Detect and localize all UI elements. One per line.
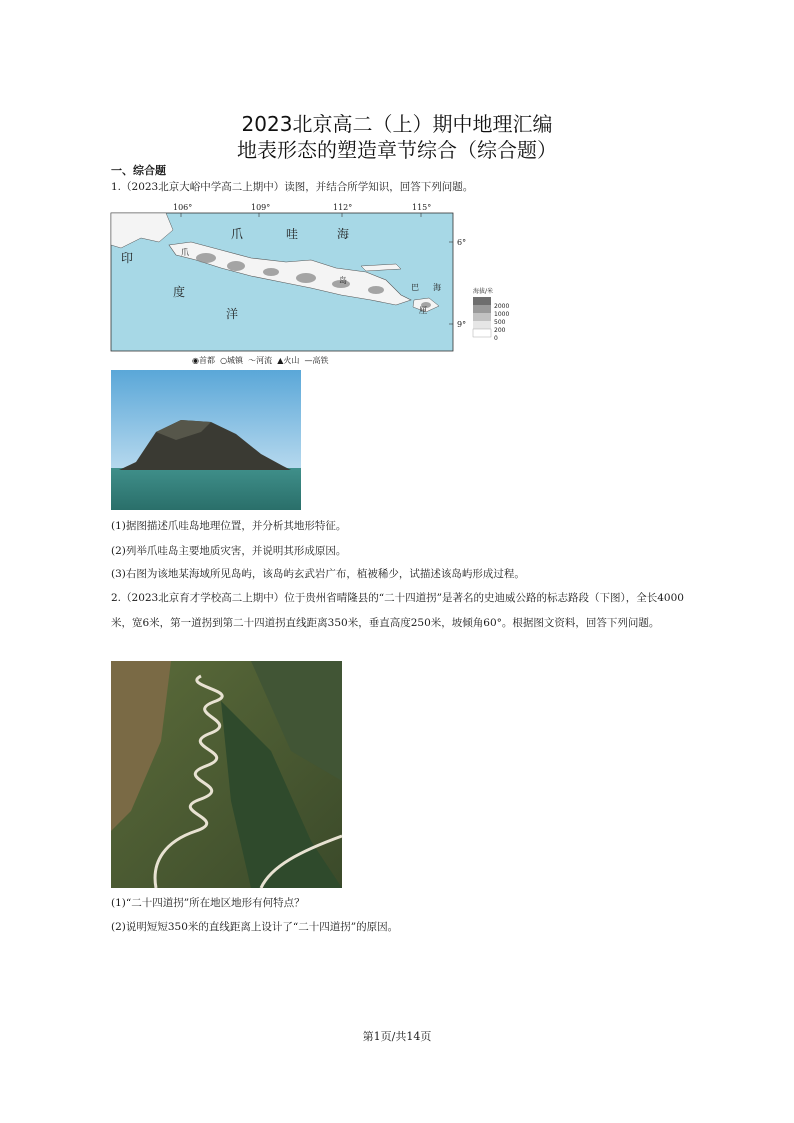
- elevation-tick: 200: [494, 327, 506, 334]
- place-label: 岛: [339, 276, 347, 285]
- ocean-label: 印: [121, 251, 134, 265]
- sea-label: 海: [337, 227, 350, 241]
- legend-railway: —高铁: [304, 356, 329, 365]
- elevation-tick: 0: [494, 335, 498, 342]
- elevation-tick: 1000: [494, 311, 510, 318]
- java-map: [111, 200, 510, 355]
- map-legend: [192, 355, 329, 366]
- place-label: 厘: [419, 306, 427, 315]
- document-subtitle: 地表形态的塑造章节综合（综合题）: [237, 138, 557, 162]
- place-label: 海: [433, 283, 441, 292]
- place-label: 巴: [411, 283, 419, 292]
- elevation-legend-title: 海拔/米: [473, 288, 494, 295]
- sea-label: 哇: [286, 227, 299, 241]
- question-1-part-2: (2)列举爪哇岛主要地质灾害，并说明其形成原因。: [111, 545, 347, 557]
- question-1-part-3: (3)右图为该地某海域所见岛屿，该岛屿玄武岩广布，植被稀少，试描述该岛屿形成过程。: [111, 568, 525, 580]
- legend-volcano: ▲火山: [277, 356, 300, 365]
- legend-town: ○城镇: [220, 356, 244, 365]
- question-2-intro: 2.（2023北京育才学校高二上期中）位于贵州省晴隆县的“二十四道拐”是著名的史迪威公路的标志路段（下图），全长4000米，宽6米，第一道拐到第二十四道拐直线距离350米，垂直高度250米，坡倾角60°。根据图文资料，回答下列问题。: [111, 592, 684, 629]
- ocean-label: 度: [173, 285, 186, 299]
- lon-label: 109°: [251, 203, 271, 212]
- place-label: 爪: [181, 248, 189, 257]
- lat-label: 6°: [457, 238, 467, 247]
- lat-label: 9°: [457, 320, 467, 329]
- island-photo: [111, 370, 301, 510]
- page-footer: 第1页/共14页: [362, 1030, 432, 1043]
- ocean-label: 洋: [226, 307, 239, 321]
- section-heading: 一、综合题: [111, 164, 166, 177]
- lon-label: 106°: [173, 203, 193, 212]
- legend-river: ～河流: [248, 356, 273, 365]
- question-2-part-1: (1)“二十四道拐”所在地区地形有何特点？: [111, 897, 305, 909]
- lon-label: 115°: [412, 203, 432, 212]
- document-title: 2023北京高二（上）期中地理汇编: [241, 112, 553, 136]
- legend-capital: ◉首都: [192, 356, 215, 365]
- question-1-intro: 1.（2023北京大峪中学高二上期中）读图，并结合所学知识，回答下列问题。: [111, 181, 474, 193]
- question-1-part-1: (1)据图描述爪哇岛地理位置，并分析其地形特征。: [111, 520, 347, 532]
- elevation-tick: 2000: [494, 303, 510, 310]
- question-2-part-2: (2)说明短短350米的直线距离上设计了“二十四道拐”的原因。: [111, 921, 399, 933]
- switchback-road-photo: [111, 661, 342, 888]
- lon-label: 112°: [333, 203, 353, 212]
- sea-label: 爪: [231, 227, 244, 241]
- elevation-tick: 500: [494, 319, 506, 326]
